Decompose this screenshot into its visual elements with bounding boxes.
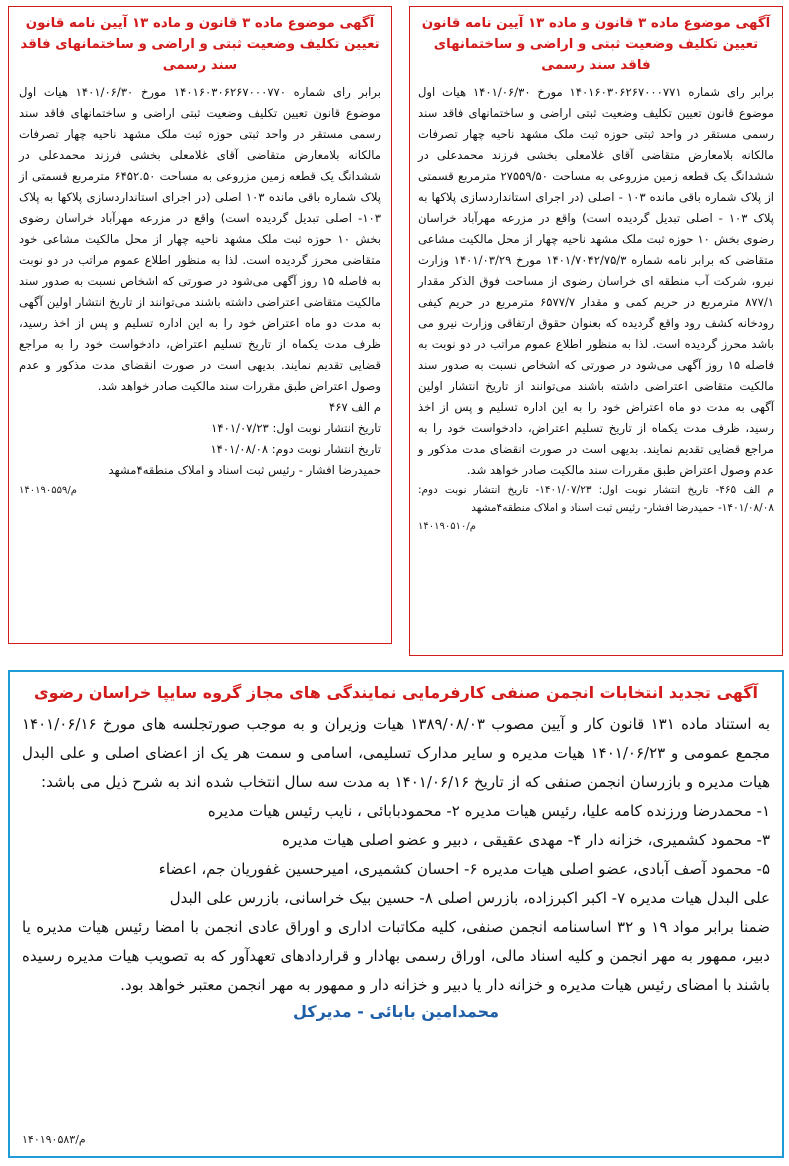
bottom-notice-title: آگهی تجدید انتخابات انجمن صنفی کارفرمایی نمایندگی های مجاز گروه سایپا خراسان رضوی <box>33 683 759 702</box>
bottom-notice-signature: محمدامین بابائی - مدیرکل <box>293 1002 499 1021</box>
bottom-notice <box>8 670 784 1158</box>
right-notice-body: برابر رای شماره ۱۴۰۱۶۰۳۰۶۲۶۷۰۰۰۷۷۱ مورخ ۱۴۰۱/۰۶/۳۰ هیات اول موضوع قانون تعیین تکلیف وضعیت ثبتی اراضی و ساختمانهای فاقد سند رسمی مستقر در واحد ثبتی حوزه ثبت ملک مشهد ناحیه چهار تصرفات مالکانه بلامعارض متقاضی آقای غلامعلی بخشی فرزند محمدعلی در ششدانگ یک قطعه زمین مزروعی به مساحت ۲۷۵۵۹/۵۰ مترمربع قسمتی از پلاک شماره باقی مانده ۱۰۳ - اصلی (در اجرای استانداردسازی پلاکها به پلاک ۱۰۳ - اصلی تبدیل گردیده است) واقع در مزرعه مهرآباد خراسان رضوی بخش ۱۰ حوزه ثبت ملک مشهد ناحیه چهار از محل مالکیت مشاعی متقاضی که برابر نامه شماره ۱۴۰۱/۷۰۴۲/۷۵/۳ مورخ ۱۴۰۱/۰۳/۲۹ وزارت نیرو، شرکت آب منطقه ای خراسان رضوی از مساحت فوق الذکر مقدار ۸۷۷/۱ مترمربع در حریم کمی و مقدار ۶۵۷۷/۷ مترمربع در حریم کیفی رودخانه کشف رود واقع گردیده که بعنوان حقوق ارتفاقی وزارت نیرو می باشد محرز گردیده است. لذا به منظور اطلاع عموم مراتب در دو نوبت به فاصله ۱۵ روز آگهی می‌شود در صورتی که اشخاص نسبت به صدور سند مالکیت متقاضی اعتراضی داشته باشند می‌توانند از تاریخ انتشار اولین آگهی به مدت دو ماه اعتراض خود را به این اداره تسلیم و پس از اخذ رسید، ظرف مدت یکماه از تاریخ تسلیم اعتراض، دادخواست خود را به مراجع قضایی تقدیم نمایند. بدیهی است در صورت انقضای مدت مذکور و عدم وصول اعتراض طبق مقررات سند مالکیت صادر خواهد شد. <box>418 85 775 477</box>
bottom-notice-closing: ضمنا برابر مواد ۱۹ و ۳۲ اساسنامه انجمن صنفی، کلیه مکاتبات اداری و اوراق عادی انجمن با امضا رئیس هیات مدیره یا دبیر، ممهور به مهر انجمن و کلیه اسناد مالی، اوراق رسمی بهادار و قراردادهای تعهدآور که به تصویب هیات مدیره رسیده باشند با امضای رئیس هیات مدیره و خزانه دار یا دبیر و خزانه دار و ممهور به مهر انجمن معتبر خواهد بود. <box>22 918 770 994</box>
right-notice-title: آگهی موضوع ماده ۳ قانون و ماده ۱۳ آیین نامه قانون تعیین تکلیف وضعیت ثبتی و اراضی و ساختمانهای فاقد سند رسمی <box>421 16 771 73</box>
left-notice-ref: م الف ۴۶۷ <box>329 400 381 414</box>
bottom-notice-code: م/۱۴۰۱۹۰۵۸۳ <box>22 1133 86 1146</box>
right-notice-footer: م الف ۴۶۵- تاریخ انتشار نوبت اول: ۱۴۰۱/۰۷/۲۳- تاریخ انتشار نوبت دوم: ۱۴۰۱/۰۸/۰۸- حمیدرضا افشار- رئیس ثبت اسناد و املاک منطقه۴مشهد <box>418 484 774 514</box>
left-notice-title: آگهی موضوع ماده ۳ قانون و ماده ۱۳ آیین نامه قانون تعیین تکلیف وضعیت ثبتی و اراضی و ساختمانهای فاقد سند رسمی <box>20 16 380 73</box>
right-notice-code: م/۱۴۰۱۹۰۵۱۰ <box>418 521 476 532</box>
left-notice <box>8 6 392 644</box>
member-line: ۵- محمود آصف آبادی، عضو اصلی هیات مدیره ۶- احسان کشمیری، امیرحسین غفوریان جم، اعضاء <box>158 860 770 878</box>
left-notice-body: برابر رای شماره ۱۴۰۱۶۰۳۰۶۲۶۷۰۰۰۷۷۰ مورخ ۱۴۰۱/۰۶/۳۰ هیات اول موضوع قانون تعیین تکلیف وضعیت ثبتی اراضی و ساختمانهای فاقد سند رسمی مستقر در واحد ثبتی حوزه ثبت ملک مشهد ناحیه چهار تصرفات مالکانه بلامعارض متقاضی آقای غلامعلی بخشی فرزند محمدعلی در ششدانگ یک قطعه زمین مزروعی به مساحت ۶۴۵۲.۵۰ مترمربع قسمتی از پلاک شماره باقی مانده ۱۰۳ اصلی (در اجرای استانداردسازی پلاکها به پلاک ۱۰۳- اصلی تبدیل گردیده است) واقع در مزرعه مهرآباد خراسان رضوی بخش ۱۰ حوزه ثبت ملک مشهد ناحیه چهار از محل مالکیت مشاعی خود متقاضی محرز گردیده است. لذا به منظور اطلاع عموم مراتب در دو نوبت به فاصله ۱۵ روز آگهی می‌شود در صورتی که اشخاص نسبت به صدور سند مالکیت متقاضی اعتراضی داشته باشند می‌توانند از تاریخ انتشار اولین آگهی به مدت دو ماه اعتراض خود را به این اداره تسلیم و پس از اخذ رسید، ظرف مدت یکماه از تاریخ تسلیم اعتراض، دادخواست خود را به مراجع قضایی تقدیم نمایند. بدیهی است در صورت انقضای مدت مذکور و عدم وصول اعتراض طبق مقررات سند مالکیت صادر خواهد شد. <box>19 85 381 393</box>
left-notice-code: م/۱۴۰۱۹۰۵۵۹ <box>19 485 77 496</box>
bottom-notice-intro: به استناد ماده ۱۳۱ قانون کار و آیین مصوب ۱۳۸۹/۰۸/۰۳ هیات وزیران و به موجب صورتجلسه های مورخ ۱۴۰۱/۰۶/۱۶ مجمع عمومی و ۱۴۰۱/۰۶/۲۳ هیات مدیره و سایر مدارک تسلیمی، اسامی و سمت هر یک از اعضای اصلی و علی البدل هیات مدیره و بازرسان انجمن صنفی که از تاریخ ۱۴۰۱/۰۶/۱۶ به مدت سه سال انتخاب شده اند به شرح ذیل می باشد: <box>22 715 770 791</box>
left-notice-date2: تاریخ انتشار نوبت دوم: ۱۴۰۱/۰۸/۰۸ <box>210 442 381 456</box>
left-notice-date1: تاریخ انتشار نوبت اول: ۱۴۰۱/۰۷/۲۳ <box>211 421 381 435</box>
member-line: ۳- محمود کشمیری، خزانه دار ۴- مهدی عقیقی ، دبیر و عضو اصلی هیات مدیره <box>281 831 770 849</box>
left-notice-signer: حمیدرضا افشار - رئیس ثبت اسناد و املاک منطقه۴مشهد <box>108 463 381 477</box>
right-notice <box>409 6 783 656</box>
member-line: ۱- محمدرضا ورزنده کامه علیا، رئیس هیات مدیره ۲- محمودبابائی ، نایب رئیس هیات مدیره <box>207 802 770 820</box>
member-line: علی البدل هیات مدیره ۷- اکبر اکبرزاده، بازرس اصلی ۸- حسین بیک خراسانی، بازرس علی البدل <box>169 889 770 907</box>
